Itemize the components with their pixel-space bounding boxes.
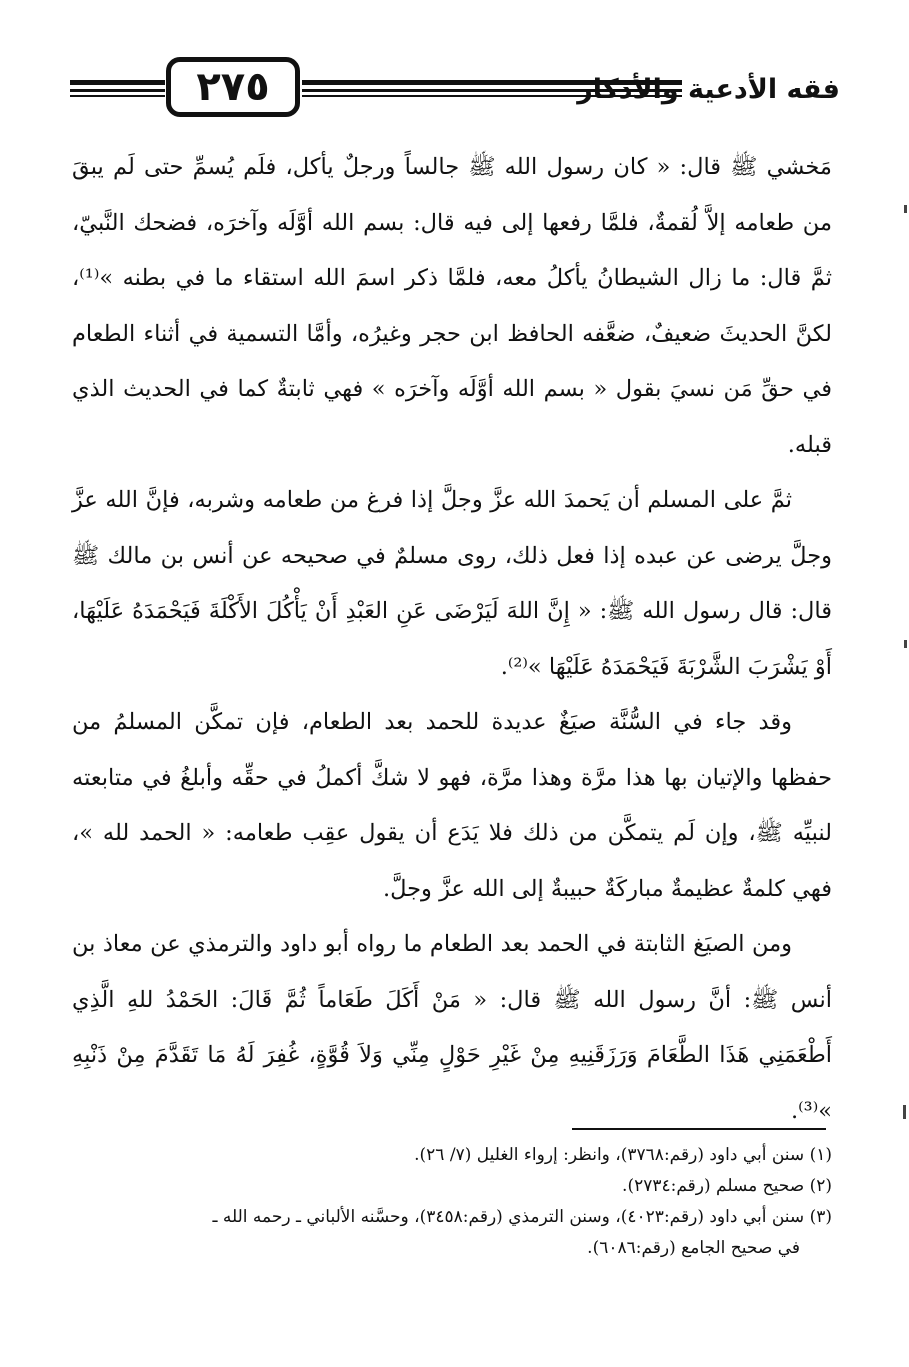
paragraph: ثمَّ على المسلم أن يَحمدَ الله عزَّ وجلَّ إذا فرغ من طعامه وشربه، فإنَّ الله عزَّ وجلَّ يرضى عن عبده إذا فعل ذلك، روى مسلمٌ في صحيحه عن أنس بن مالك ﷺ قال: قال رسول الله ﷺ: « إِنَّ اللهَ لَيَرْضَى عَنِ العَبْدِ أَنْ يَأْكُلَ الأَكْلَةَ فَيَحْمَدَهُ عَلَيْهَا، أَوْ يَشْرَبَ الشَّرْبَةَ فَيَحْمَدَهُ عَلَيْهَا »⁽²⁾. [72, 487, 832, 680]
page-number: ٢٧٥ [166, 57, 300, 117]
footnotes [70, 1140, 832, 1264]
footnote-text: (١) سنن أبي داود (رقم:٣٧٦٨)، وانظر: إرواء الغليل (٧/ ٢٦). [414, 1145, 832, 1165]
footnote-text: (٣) سنن أبي داود (رقم:٤٠٢٣)، وسنن الترمذي (رقم:٣٤٥٨)، وحسَّنه الألباني ـ رحمه الله ـ [212, 1207, 832, 1227]
scan-mark [903, 1105, 906, 1119]
footnote [70, 1171, 832, 1202]
paragraph: مَخشي ﷺ قال: « كان رسول الله ﷺ جالساً ورجلٌ يأكل، فلَم يُسمِّ حتى لَم يبقَ من طعامه إلاَّ لُقمةٌ، فلمَّا رفعها إلى فيه قال: بسم الله أوَّلَه وآخرَه، فضحك النَّبيّ، ثمَّ قال: ما زال الشيطانُ يأكلُ معه، فلمَّا ذكر اسمَ الله استقاء ما في بطنه »⁽¹⁾، لكنَّ الحديثَ ضعيفٌ، ضعَّفه الحافظ ابن حجر وغيرُه، وأمَّا التسمية في أثناء الطعام في حقِّ مَن نسيَ بقول « بسم الله أوَّلَه وآخرَه » فهي ثابتةٌ كما في الحديث الذي قبله. [72, 154, 832, 458]
header-rule [70, 95, 165, 97]
paragraph: ومن الصيَغ الثابتة في الحمد بعد الطعام ما رواه أبو داود والترمذي عن معاذ بن أنس ﷺ: أنَّ رسول الله ﷺ قال: « مَنْ أَكَلَ طَعَاماً ثُمَّ قَالَ: الحَمْدُ للهِ الَّذِي أَطْعَمَنِي هَذَا الطَّعَامَ وَرَزَقَنِيهِ مِنْ غَيْرِ حَوْلٍ مِنِّي وَلاَ قُوَّةٍ، غُفِرَ لَهُ مَا تَقَدَّمَ مِنْ ذَنْبِهِ »⁽³⁾. [72, 931, 832, 1124]
footnote-text: (٢) صحيح مسلم (رقم:٢٧٣٤). [622, 1176, 832, 1196]
paragraph: وقد جاء في السُّنَّة صيَغٌ عديدة للحمد بعد الطعام، فإن تمكَّن المسلمُ من حفظها والإتيان بها هذا مرَّة وهذا مرَّة، فهو لا شكَّ أكملُ في حقِّه وأبلغُ في متابعته لنبيِّه ﷺ، وإن لَم يتمكَّن من ذلك فلا يَدَع أن يقول عقِب طعامه: « الحمد لله »، فهي كلمةٌ عظيمةٌ مباركَةٌ حبيبةٌ إلى الله عزَّ وجلَّ. [72, 709, 832, 902]
footnote [70, 1202, 832, 1264]
scan-mark [904, 205, 907, 213]
footnote-separator [572, 1128, 826, 1130]
page-header [70, 52, 840, 122]
scan-mark [904, 640, 907, 648]
header-rule [70, 89, 165, 92]
main-text [72, 140, 832, 1139]
footnote-continuation: في صحيح الجامع (رقم:٦٠٨٦). [587, 1238, 800, 1258]
header-rule [70, 80, 165, 85]
footnote [70, 1140, 832, 1171]
running-title: فقه الأدعية والأذكار [577, 74, 840, 105]
